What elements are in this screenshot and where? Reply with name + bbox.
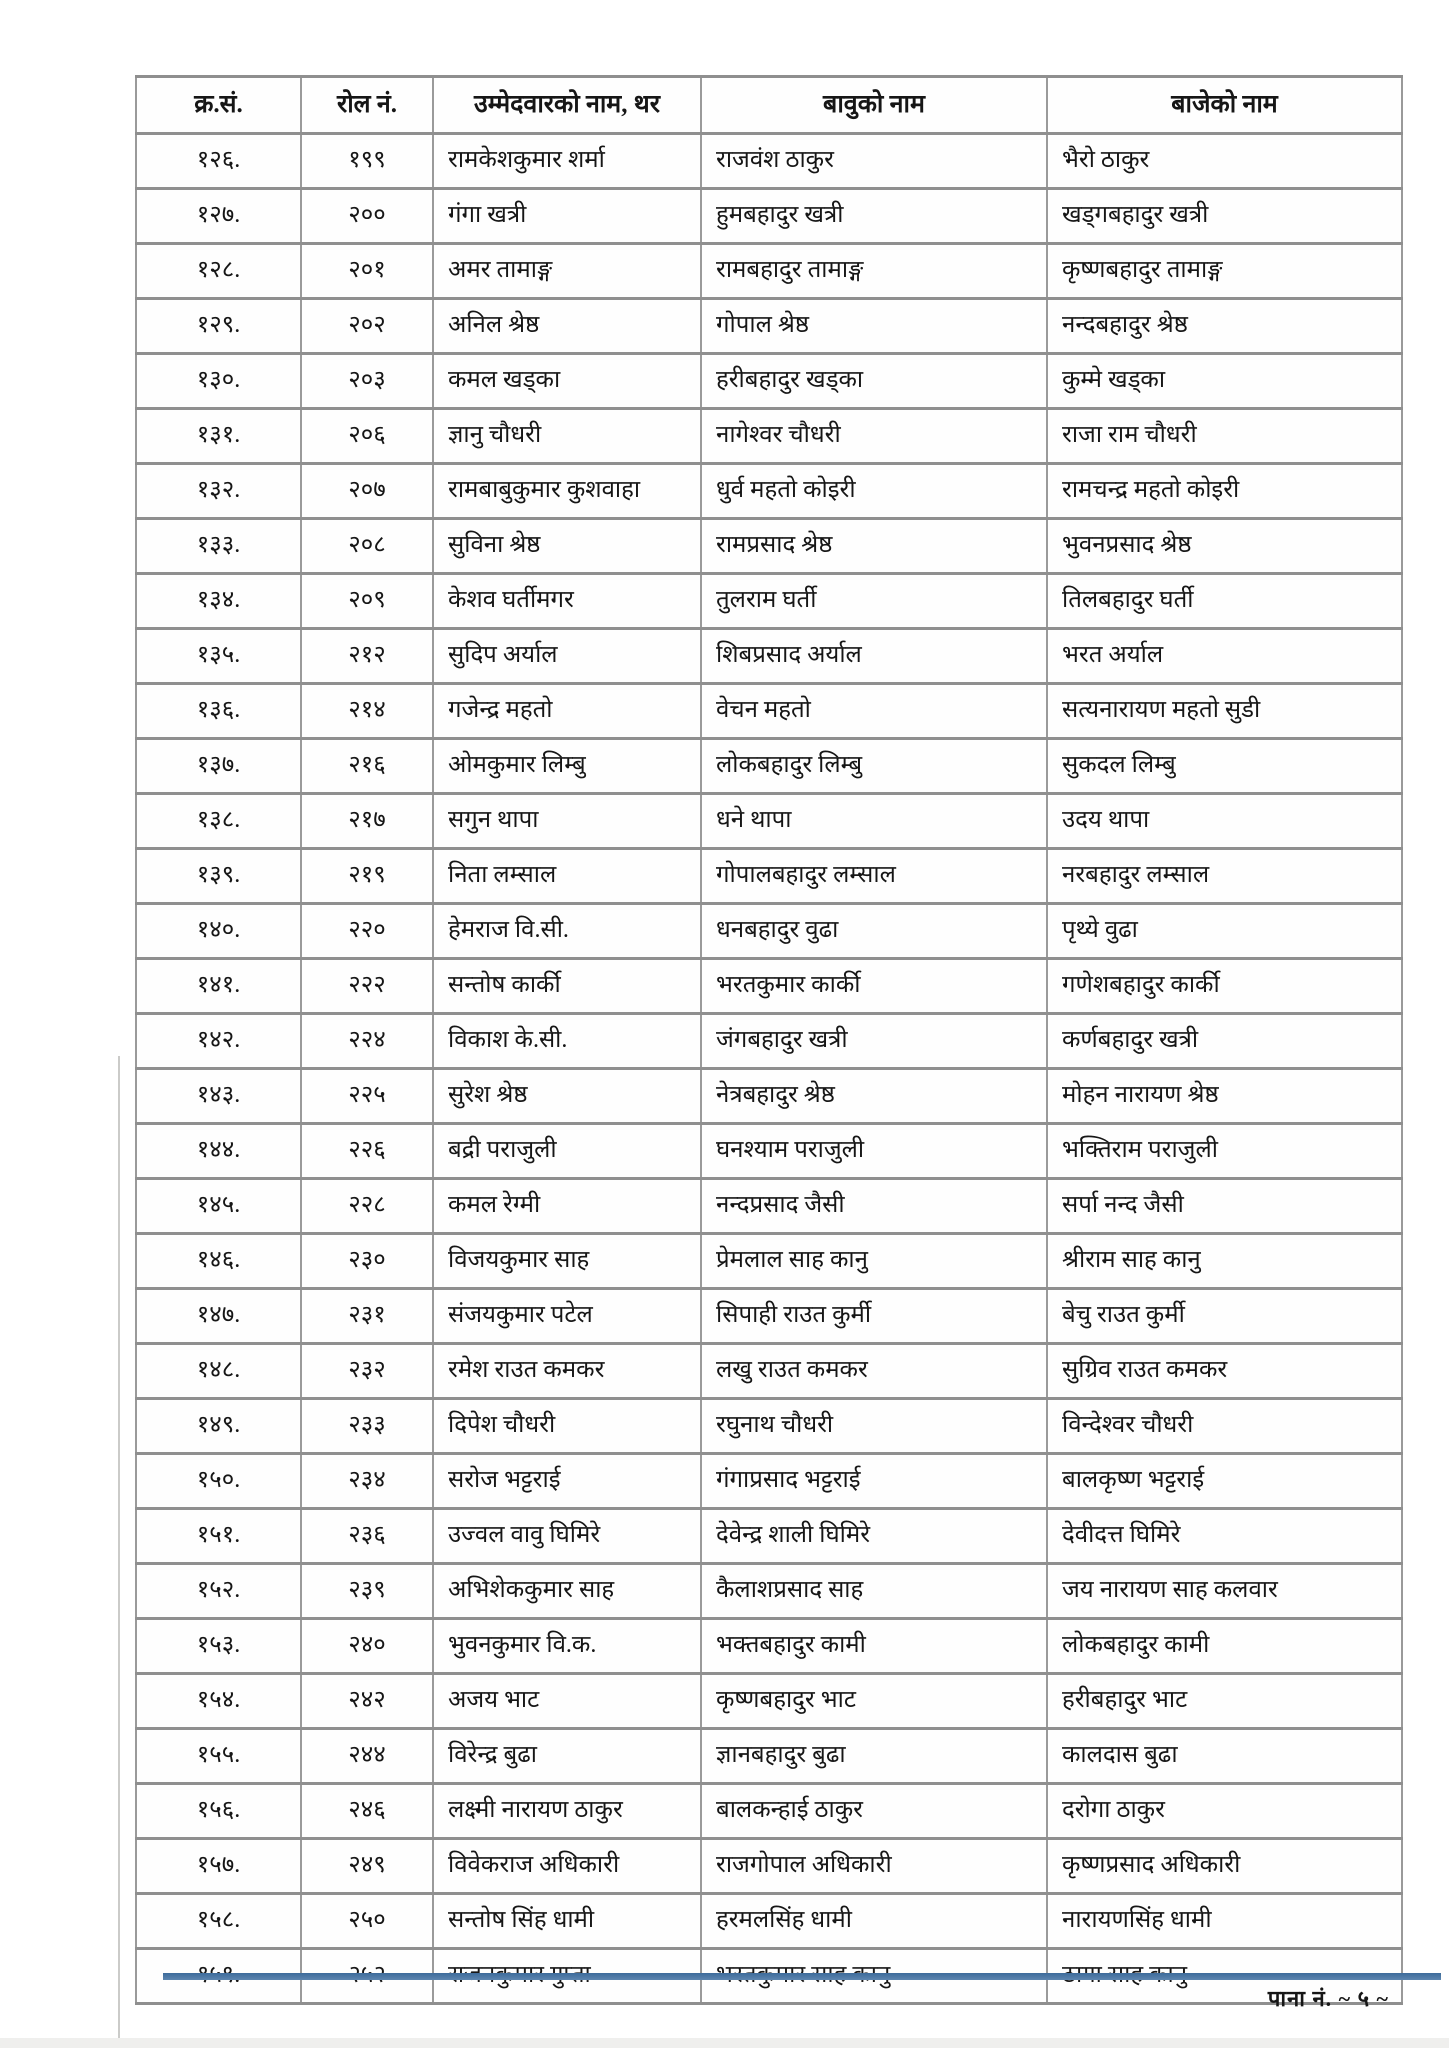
cell-sn: १२८.: [136, 244, 301, 299]
cell-father: गोपालबहादुर लम्साल: [701, 849, 1047, 904]
cell-sn: १३६.: [136, 684, 301, 739]
scan-artifact-left-line: [118, 1056, 120, 2048]
cell-grandfather: दरोगा ठाकुर: [1047, 1784, 1402, 1839]
cell-name: विकाश के.सी.: [433, 1014, 701, 1069]
table-row: [136, 794, 1402, 849]
cell-father: हरमलसिंह धामी: [701, 1894, 1047, 1949]
cell-father: राजगोपाल अधिकारी: [701, 1839, 1047, 1894]
cell-roll: २४२: [301, 1674, 433, 1729]
cell-father: लखु राउत कमकर: [701, 1344, 1047, 1399]
cell-grandfather: उदय थापा: [1047, 794, 1402, 849]
cell-father: धनबहादुर वुढा: [701, 904, 1047, 959]
cell-sn: १३८.: [136, 794, 301, 849]
cell-roll: २१६: [301, 739, 433, 794]
table-row: [136, 739, 1402, 794]
cell-father: जंगबहादुर खत्री: [701, 1014, 1047, 1069]
table-row: [136, 1674, 1402, 1729]
cell-name: रामकेशकुमार शर्मा: [433, 134, 701, 189]
cell-sn: १५६.: [136, 1784, 301, 1839]
cell-name: सन्तोष कार्की: [433, 959, 701, 1014]
cell-grandfather: राजा राम चौधरी: [1047, 409, 1402, 464]
cell-sn: १५४.: [136, 1674, 301, 1729]
cell-roll: २५०: [301, 1894, 433, 1949]
cell-roll: २०७: [301, 464, 433, 519]
cell-sn: १३९.: [136, 849, 301, 904]
table-row: [136, 1124, 1402, 1179]
cell-father: प्रेमलाल साह कानु: [701, 1234, 1047, 1289]
cell-roll: २२२: [301, 959, 433, 1014]
table-row: [136, 1014, 1402, 1069]
cell-roll: २०९: [301, 574, 433, 629]
cell-roll: २३९: [301, 1564, 433, 1619]
cell-father: गंगाप्रसाद भट्टराई: [701, 1454, 1047, 1509]
cell-name: अभिशेककुमार साह: [433, 1564, 701, 1619]
cell-grandfather: सत्यनारायण महतो सुडी: [1047, 684, 1402, 739]
table-row: [136, 1564, 1402, 1619]
cell-father: देवेन्द्र शाली घिमिरे: [701, 1509, 1047, 1564]
cell-grandfather: नरबहादुर लम्साल: [1047, 849, 1402, 904]
cell-father: भक्तबहादुर कामी: [701, 1619, 1047, 1674]
cell-roll: २३२: [301, 1344, 433, 1399]
cell-sn: १३४.: [136, 574, 301, 629]
cell-roll: २१४: [301, 684, 433, 739]
cell-name: सगुन थापा: [433, 794, 701, 849]
cell-grandfather: भक्तिराम पराजुली: [1047, 1124, 1402, 1179]
cell-name: गंगा खत्री: [433, 189, 701, 244]
cell-name: हेमराज वि.सी.: [433, 904, 701, 959]
cell-grandfather: गणेशबहादुर कार्की: [1047, 959, 1402, 1014]
cell-grandfather: सुग्रिव राउत कमकर: [1047, 1344, 1402, 1399]
cell-roll: २२८: [301, 1179, 433, 1234]
cell-roll: २०६: [301, 409, 433, 464]
cell-name: लक्ष्मी नारायण ठाकुर: [433, 1784, 701, 1839]
cell-grandfather: विन्देश्वर चौधरी: [1047, 1399, 1402, 1454]
cell-sn: १३३.: [136, 519, 301, 574]
cell-name: अनिल श्रेष्ठ: [433, 299, 701, 354]
cell-sn: १३१.: [136, 409, 301, 464]
cell-sn: १२९.: [136, 299, 301, 354]
cell-father: तुलराम घर्ती: [701, 574, 1047, 629]
cell-grandfather: जय नारायण साह कलवार: [1047, 1564, 1402, 1619]
column-header-father-name: बावुको नाम: [701, 77, 1047, 134]
table-row: [136, 1289, 1402, 1344]
cell-roll: २३४: [301, 1454, 433, 1509]
cell-sn: १४४.: [136, 1124, 301, 1179]
cell-name: सन्तोष सिंह धामी: [433, 1894, 701, 1949]
column-header-grandfather-name: बाजेको नाम: [1047, 77, 1402, 134]
cell-name: भुवनकुमार वि.क.: [433, 1619, 701, 1674]
table-body: [136, 134, 1402, 2004]
cell-grandfather: नन्दबहादुर श्रेष्ठ: [1047, 299, 1402, 354]
cell-grandfather: भुवनप्रसाद श्रेष्ठ: [1047, 519, 1402, 574]
table-row: [136, 1454, 1402, 1509]
table-row: [136, 1069, 1402, 1124]
cell-name: संजयकुमार पटेल: [433, 1289, 701, 1344]
cell-name: उज्वल वावु घिमिरे: [433, 1509, 701, 1564]
cell-father: नागेश्वर चौधरी: [701, 409, 1047, 464]
cell-grandfather: भरत अर्याल: [1047, 629, 1402, 684]
cell-father: राजवंश ठाकुर: [701, 134, 1047, 189]
cell-grandfather: कालदास बुढा: [1047, 1729, 1402, 1784]
cell-roll: २००: [301, 189, 433, 244]
table-row: [136, 629, 1402, 684]
cell-father: ज्ञानबहादुर बुढा: [701, 1729, 1047, 1784]
cell-grandfather: कुम्मे खड्का: [1047, 354, 1402, 409]
table-row: [136, 574, 1402, 629]
cell-grandfather: पृथ्ये वुढा: [1047, 904, 1402, 959]
cell-father: धने थापा: [701, 794, 1047, 849]
scan-artifact-bottom-strip: [0, 2038, 1449, 2048]
cell-roll: २२०: [301, 904, 433, 959]
cell-sn: १४७.: [136, 1289, 301, 1344]
header-row: [136, 77, 1402, 134]
cell-name: कमल खड्का: [433, 354, 701, 409]
cell-name: विवेकराज अधिकारी: [433, 1839, 701, 1894]
cell-father: गोपाल श्रेष्ठ: [701, 299, 1047, 354]
cell-name: सरोज भट्टराई: [433, 1454, 701, 1509]
cell-father: रघुनाथ चौधरी: [701, 1399, 1047, 1454]
column-header-roll: रोल नं.: [301, 77, 433, 134]
cell-grandfather: कृष्णबहादुर तामाङ्ग: [1047, 244, 1402, 299]
cell-sn: १४९.: [136, 1399, 301, 1454]
cell-roll: २०३: [301, 354, 433, 409]
cell-grandfather: लोकबहादुर कामी: [1047, 1619, 1402, 1674]
cell-roll: २२६: [301, 1124, 433, 1179]
cell-roll: २०१: [301, 244, 433, 299]
cell-roll: २१२: [301, 629, 433, 684]
cell-grandfather: देवीदत्त घिमिरे: [1047, 1509, 1402, 1564]
cell-grandfather: बेचु राउत कुर्मी: [1047, 1289, 1402, 1344]
cell-sn: १३२.: [136, 464, 301, 519]
table-row: [136, 464, 1402, 519]
cell-sn: १४१.: [136, 959, 301, 1014]
cell-roll: २४९: [301, 1839, 433, 1894]
table-row: [136, 244, 1402, 299]
cell-roll: २३१: [301, 1289, 433, 1344]
cell-roll: २४०: [301, 1619, 433, 1674]
cell-sn: १५२.: [136, 1564, 301, 1619]
cell-roll: २०२: [301, 299, 433, 354]
cell-father: कृष्णबहादुर भाट: [701, 1674, 1047, 1729]
cell-roll: १९९: [301, 134, 433, 189]
cell-name: बद्री पराजुली: [433, 1124, 701, 1179]
cell-name: विरेन्द्र बुढा: [433, 1729, 701, 1784]
cell-grandfather: बालकृष्ण भट्टराई: [1047, 1454, 1402, 1509]
cell-father: हरीबहादुर खड्का: [701, 354, 1047, 409]
cell-sn: १४२.: [136, 1014, 301, 1069]
cell-sn: १४५.: [136, 1179, 301, 1234]
table-row: [136, 519, 1402, 574]
cell-sn: १३७.: [136, 739, 301, 794]
table-row: [136, 299, 1402, 354]
cell-grandfather: श्रीराम साह कानु: [1047, 1234, 1402, 1289]
cell-roll: २२४: [301, 1014, 433, 1069]
table-row: [136, 1729, 1402, 1784]
column-header-candidate-name: उम्मेदवारको नाम, थर: [433, 77, 701, 134]
cell-roll: २४४: [301, 1729, 433, 1784]
table-row: [136, 904, 1402, 959]
cell-sn: १५०.: [136, 1454, 301, 1509]
cell-grandfather: हरीबहादुर भाट: [1047, 1674, 1402, 1729]
cell-name: सुदिप अर्याल: [433, 629, 701, 684]
table-row: [136, 354, 1402, 409]
table-row: [136, 849, 1402, 904]
cell-name: रमेश राउत कमकर: [433, 1344, 701, 1399]
cell-sn: १५८.: [136, 1894, 301, 1949]
candidate-table: [135, 75, 1403, 2005]
cell-sn: १५३.: [136, 1619, 301, 1674]
column-header-serial: क्र.सं.: [136, 77, 301, 134]
table-row: [136, 134, 1402, 189]
cell-grandfather: तिलबहादुर घर्ती: [1047, 574, 1402, 629]
table-row: [136, 1399, 1402, 1454]
table-row: [136, 1509, 1402, 1564]
cell-name: रामबाबुकुमार कुशवाहा: [433, 464, 701, 519]
cell-name: अमर तामाङ्ग: [433, 244, 701, 299]
table-row: [136, 189, 1402, 244]
table-row: [136, 684, 1402, 739]
cell-father: हुमबहादुर खत्री: [701, 189, 1047, 244]
cell-sn: १४६.: [136, 1234, 301, 1289]
cell-grandfather: कृष्णप्रसाद अधिकारी: [1047, 1839, 1402, 1894]
cell-father: कैलाशप्रसाद साह: [701, 1564, 1047, 1619]
cell-father: वेचन महतो: [701, 684, 1047, 739]
cell-roll: २२५: [301, 1069, 433, 1124]
cell-father: बालकन्हाई ठाकुर: [701, 1784, 1047, 1839]
cell-grandfather: सुकदल लिम्बु: [1047, 739, 1402, 794]
cell-grandfather: रामचन्द्र महतो कोइरी: [1047, 464, 1402, 519]
cell-name: केशव घर्तीमगर: [433, 574, 701, 629]
cell-sn: १५५.: [136, 1729, 301, 1784]
cell-sn: १५१.: [136, 1509, 301, 1564]
cell-roll: २४६: [301, 1784, 433, 1839]
table-row: [136, 1839, 1402, 1894]
cell-father: लोकबहादुर लिम्बु: [701, 739, 1047, 794]
cell-father: घनश्याम पराजुली: [701, 1124, 1047, 1179]
cell-name: ज्ञानु चौधरी: [433, 409, 701, 464]
table-row: [136, 1179, 1402, 1234]
table-row: [136, 1234, 1402, 1289]
cell-sn: १२६.: [136, 134, 301, 189]
table-row: [136, 1894, 1402, 1949]
cell-sn: १४०.: [136, 904, 301, 959]
cell-sn: १३०.: [136, 354, 301, 409]
page-number-label: पाना नं. ~ ५ ~: [1267, 1986, 1389, 2011]
cell-roll: २३३: [301, 1399, 433, 1454]
cell-name: कमल रेग्मी: [433, 1179, 701, 1234]
cell-sn: १४३.: [136, 1069, 301, 1124]
cell-sn: १४८.: [136, 1344, 301, 1399]
table-row: [136, 1344, 1402, 1399]
table-row: [136, 1619, 1402, 1674]
cell-father: सिपाही राउत कुर्मी: [701, 1289, 1047, 1344]
cell-father: शिबप्रसाद अर्याल: [701, 629, 1047, 684]
cell-grandfather: मोहन नारायण श्रेष्ठ: [1047, 1069, 1402, 1124]
cell-grandfather: कर्णबहादुर खत्री: [1047, 1014, 1402, 1069]
cell-roll: २३०: [301, 1234, 433, 1289]
cell-father: नन्दप्रसाद जैसी: [701, 1179, 1047, 1234]
cell-father: भरतकुमार कार्की: [701, 959, 1047, 1014]
cell-sn: १५७.: [136, 1839, 301, 1894]
table-row: [136, 409, 1402, 464]
cell-name: निता लम्साल: [433, 849, 701, 904]
cell-grandfather: नारायणसिंह धामी: [1047, 1894, 1402, 1949]
cell-roll: २१९: [301, 849, 433, 904]
cell-roll: २०८: [301, 519, 433, 574]
cell-name: दिपेश चौधरी: [433, 1399, 701, 1454]
cell-roll: २१७: [301, 794, 433, 849]
cell-father: रामबहादुर तामाङ्ग: [701, 244, 1047, 299]
cell-name: गजेन्द्र महतो: [433, 684, 701, 739]
cell-name: सुरेश श्रेष्ठ: [433, 1069, 701, 1124]
cell-name: अजय भाट: [433, 1674, 701, 1729]
cell-father: नेत्रबहादुर श्रेष्ठ: [701, 1069, 1047, 1124]
bottom-blue-rule: [163, 1973, 1441, 1980]
cell-father: रामप्रसाद श्रेष्ठ: [701, 519, 1047, 574]
table-row: [136, 959, 1402, 1014]
cell-sn: १२७.: [136, 189, 301, 244]
cell-name: विजयकुमार साह: [433, 1234, 701, 1289]
cell-grandfather: खड्गबहादुर खत्री: [1047, 189, 1402, 244]
table-row: [136, 1784, 1402, 1839]
cell-roll: २३६: [301, 1509, 433, 1564]
cell-name: ओमकुमार लिम्बु: [433, 739, 701, 794]
cell-grandfather: सर्पा नन्द जैसी: [1047, 1179, 1402, 1234]
cell-grandfather: भैरो ठाकुर: [1047, 134, 1402, 189]
cell-name: सुविना श्रेष्ठ: [433, 519, 701, 574]
cell-sn: १३५.: [136, 629, 301, 684]
cell-father: धुर्व महतो कोइरी: [701, 464, 1047, 519]
